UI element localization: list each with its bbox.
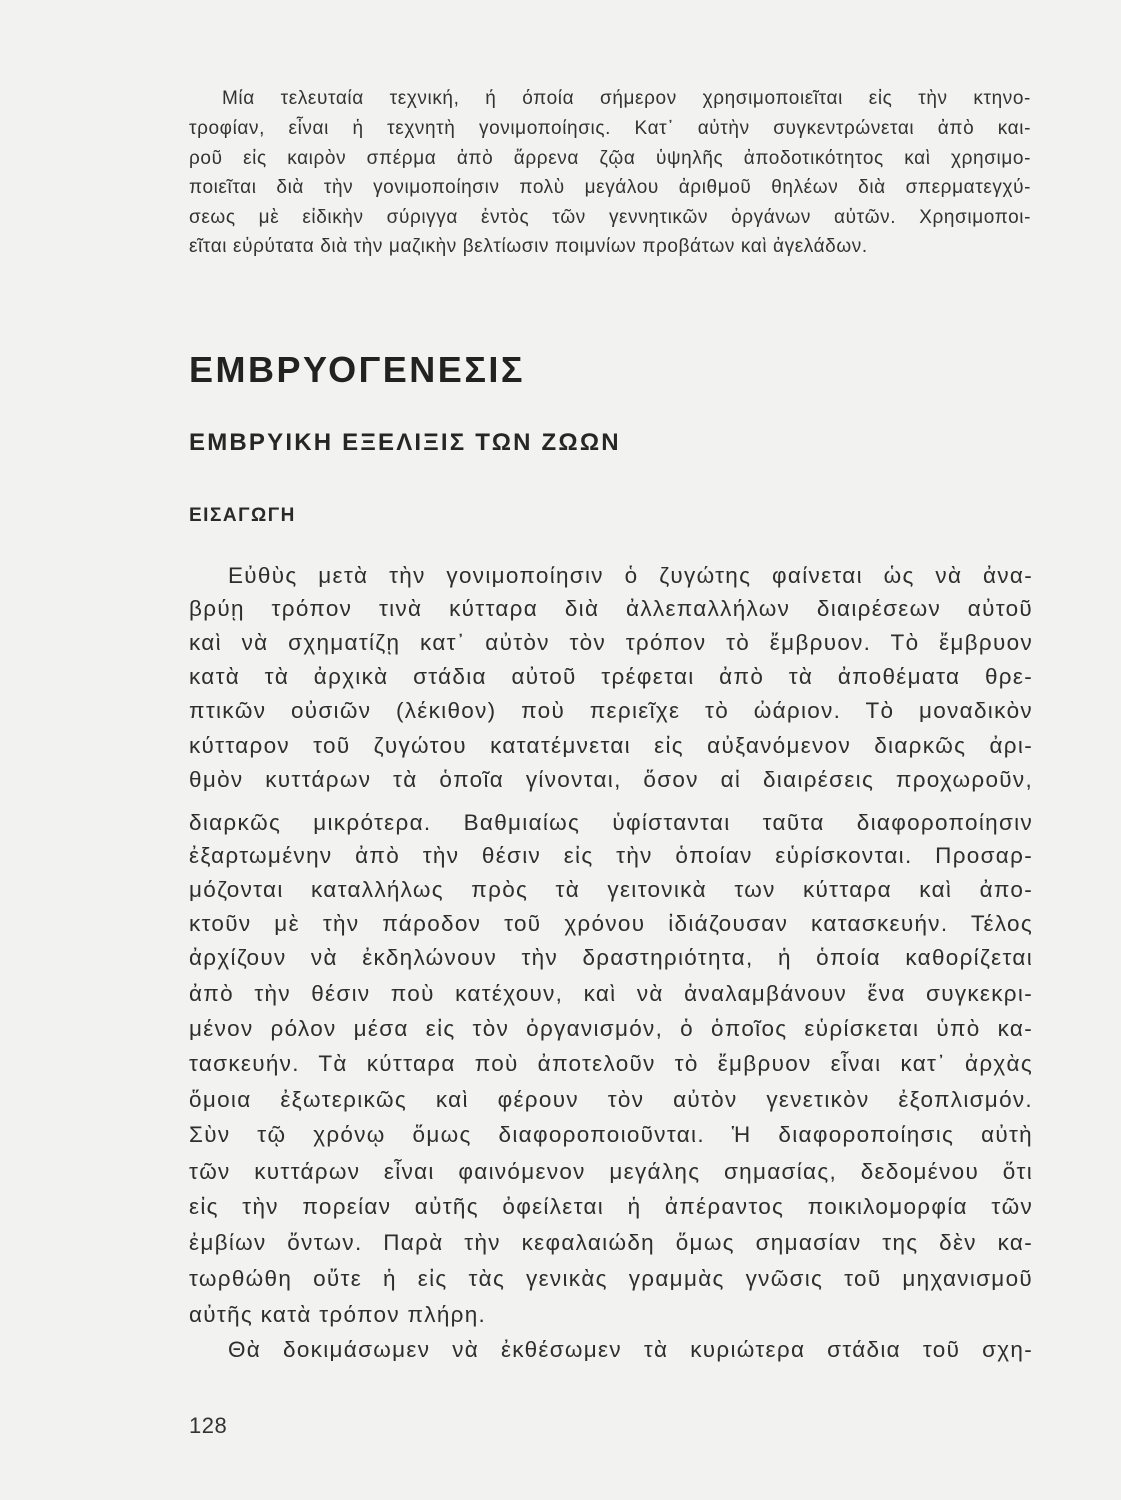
body-line: μένον ρόλον μέσα εἰς τὸν ὀργανισμόν, ὁ ὁποῖος εὑρίσκεται ὑπὸ κα- [189,1016,1033,1041]
body-line: ἐμβίων ὄντων. Παρὰ τὴν κεφαλαιώδη ὅμως σημασίαν της δὲν κα- [189,1230,1033,1255]
body-line: τασκευήν. Τὰ κύτταρα ποὺ ἀποτελοῦν τὸ ἔμβρυον εἶναι κατ᾽ ἀρχὰς [189,1051,1033,1076]
body-line: ἀρχίζουν νὰ ἐκδηλώνουν τὴν δραστηριότητα, ἡ ὁποία καθορίζεται [189,945,1033,970]
intro-line: Μία τελευταία τεχνική, ή όποία σήμερον χρησιμοποιεῖται εἰς τὴν κτηνο- [222,88,1031,109]
body-line: καὶ νὰ σχηματίζῃ κατ᾽ αὐτὸν τὸν τρόπον τὸ ἔμβρυον. Τὸ ἔμβρυον [189,630,1033,655]
body-line: τωρθώθη οὔτε ἡ εἰς τὰς γενικὰς γραμμὰς γνῶσις τοῦ μηχανισμοῦ [189,1266,1033,1291]
body-line: ἐξαρτωμένην ἀπὸ τὴν θέσιν εἰς τὴν ὁποίαν εὑρίσκονται. Προσαρ- [189,843,1033,868]
intro-line: σεως μὲ εἰδικὴν σύριγγα ἐντὸς τῶν γεννητικῶν ὀργάνων αὐτῶν. Χρησιμοποι- [189,207,1031,228]
body-line: ἀπὸ τὴν θέσιν ποὺ κατέχουν, καὶ νὰ ἀναλαμβάνουν ἕνα συγκεκρι- [189,981,1033,1006]
body-line: κατὰ τὰ ἀρχικὰ στάδια αὐτοῦ τρέφεται ἀπὸ τὰ ἀποθέματα θρε- [189,664,1033,689]
body-line: ὅμοια ἐξωτερικῶς καὶ φέρουν τὸν αὐτὸν γενετικὸν ἐξοπλισμόν. [189,1087,1033,1112]
body-line: Θὰ δοκιμάσωμεν νὰ ἐκθέσωμεν τὰ κυριώτερα στάδια τοῦ σχη- [228,1337,1033,1362]
body-line: Εὐθὺς μετὰ τὴν γονιμοποίησιν ὁ ζυγώτης φαίνεται ὡς νὰ ἀνα- [228,563,1033,588]
body-line: εἰς τὴν πορείαν αὐτῆς ὀφείλεται ἡ ἀπέραντος ποικιλομορφία τῶν [189,1194,1033,1219]
intro-line: ροῦ εἰς καιρὸν σπέρμα ἀπὸ ἄρρενα ζῷα ὑψηλῆς ἀποδοτικότητος καὶ χρησιμο- [189,148,1031,169]
body-line: Σὺν τῷ χρόνῳ ὅμως διαφοροποιοῦνται. Ἡ διαφοροποίησις αὐτὴ [189,1122,1033,1147]
section-title: ΕΙΣΑΓΩΓΗ [189,505,296,526]
body-line: μόζονται καταλλήλως πρὸς τὰ γειτονικὰ των κύτταρα καὶ ἀπο- [189,877,1033,902]
body-line: κύτταρον τοῦ ζυγώτου κατατέμνεται εἰς αὐξανόμενον διαρκῶς ἀρι- [189,733,1033,758]
chapter-subtitle: ΕΜΒΡΥΙΚΗ ΕΞΕΛΙΞΙΣ ΤΩΝ ΖΩΩΝ [189,429,621,456]
body-line: πτικῶν οὐσιῶν (λέκιθον) ποὺ περιεῖχε τὸ ὠάριον. Τὸ μοναδικὸν [189,698,1033,723]
body-line: κτοῦν μὲ τὴν πάροδον τοῦ χρόνου ἰδιάζουσαν κατασκευήν. Τέλος [189,911,1033,936]
intro-line: εῖται εὐρύτατα διὰ τὴν μαζικὴν βελτίωσιν ποιμνίων προβάτων καὶ ἀγελάδων. [189,236,868,257]
page-number: 128 [189,1413,228,1438]
body-line: βρύῃ τρόπον τινὰ κύτταρα διὰ ἀλλεπαλλήλων διαιρέσεων αὐτοῦ [189,596,1033,621]
intro-line: ποιεῖται διὰ τὴν γονιμοποίησιν πολὺ μεγάλου ἀριθμοῦ θηλέων διὰ σπερματεγχύ- [189,177,1031,198]
body-line: αὐτῆς κατὰ τρόπον πλήρη. [189,1302,487,1327]
body-line: διαρκῶς μικρότερα. Βαθμιαίως ὑφίστανται ταῦτα διαφοροποίησιν [189,810,1033,835]
intro-line: τροφίαν, εἶναι ἡ τεχνητὴ γονιμοποίησις. Κατ᾽ αὐτὴν συγκεντρώνεται ἀπὸ και- [189,118,1031,139]
chapter-title: ΕΜΒΡΥΟΓΕΝΕΣΙΣ [189,349,526,390]
body-line: θμὸν κυττάρων τὰ ὁποῖα γίνονται, ὅσον αἱ διαιρέσεις προχωροῦν, [189,767,1033,792]
body-line: τῶν κυττάρων εἶναι φαινόμενον μεγάλης σημασίας, δεδομένου ὅτι [189,1159,1033,1184]
